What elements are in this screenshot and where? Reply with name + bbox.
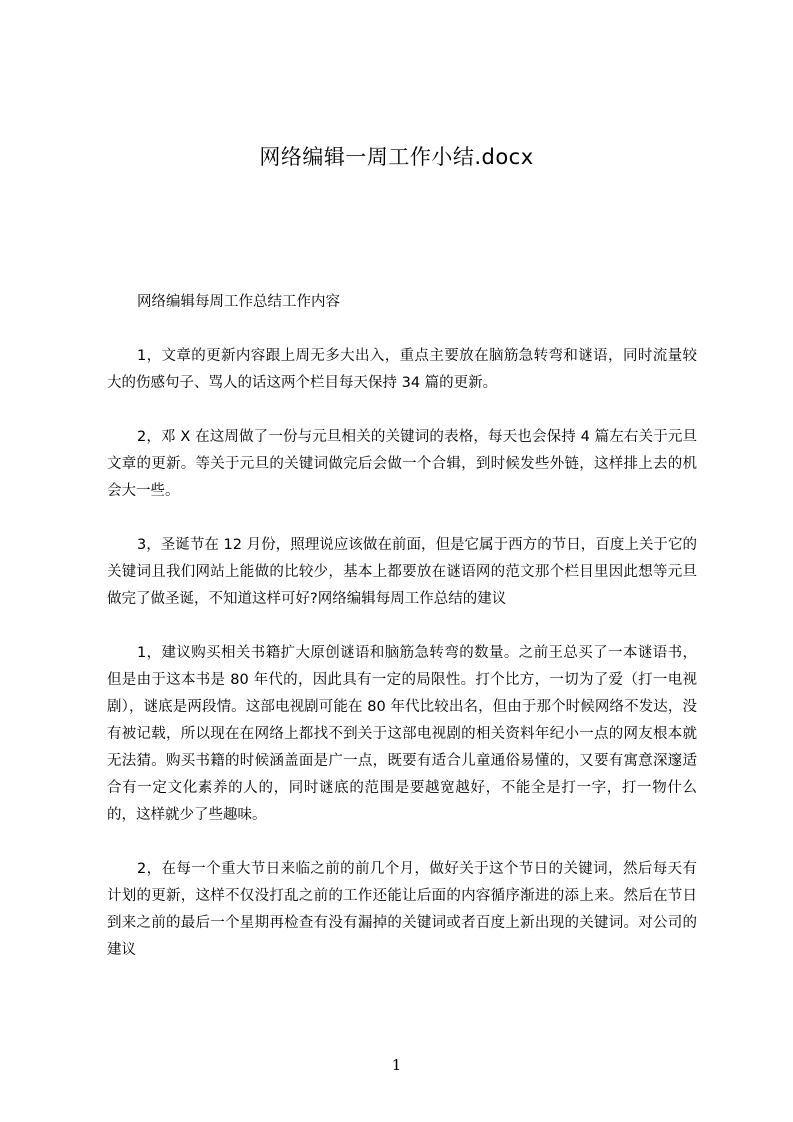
document-body — [107, 289, 697, 991]
paragraph-content-2: 2，邓 X 在这周做了一份与元旦相关的关键词的表格，每天也会保持 4 篇左右关于元旦文章的更新。等关于元旦的关键词做完后会做一个合辑，到时候发些外链，这样排上去的机会大一些。 — [107, 429, 697, 499]
section-heading-work-content: 网络编辑每周工作总结工作内容 — [137, 294, 340, 310]
paragraph-content-1: 1，文章的更新内容跟上周无多大出入，重点主要放在脑筋急转弯和谜语，同时流量较大的伤感句子、骂人的话这两个栏目每天保持 34 篇的更新。 — [107, 348, 697, 391]
document-title: 网络编辑一周工作小结.docx — [259, 145, 534, 169]
paragraph-suggestion-2: 2，在每一个重大节日来临之前的前几个月，做好关于这个节日的关键词，然后每天有计划的更新，这样不仅没打乱之前的工作还能让后面的内容循序渐进的添上来。然后在节日到来之前的最后一个星期再检查有没有漏掉的关键词或者百度上新出现的关键词。对公司的建议 — [107, 861, 697, 958]
paragraph-content-3: 3，圣诞节在 12 月份，照理说应该做在前面，但是它属于西方的节日，百度上关于它的关键词且我们网站上能做的比较少，基本上都要放在谜语网的范文那个栏目里因此想等元旦做完了做圣诞，不知道这样可好?网络编辑每周工作总结的建议 — [107, 537, 697, 607]
page-number: 1 — [391, 1056, 402, 1074]
paragraph-suggestion-1: 1，建议购买相关书籍扩大原创谜语和脑筋急转弯的数量。之前王总买了一本谜语书，但是由于这本书是 80 年代的，因此具有一定的局限性。打个比方，一切为了爱（打一电视剧），谜底是两段情。这部电视剧可能在 80 年代比较出名，但由于那个时候网络不发达，没有被记载，所以现在在网络上都找不到关于这部电视剧的相关资料年纪小一点的网友根本就无法猜。购买书籍的时候涵盖面是广一点，既要有适合儿童通俗易懂的，又要有寓意深邃适合有一定文化素养的人的，同时谜底的范围是要越宽越好，不能全是打一字，打一物什么的，这样就少了些趣味。 — [107, 645, 697, 823]
